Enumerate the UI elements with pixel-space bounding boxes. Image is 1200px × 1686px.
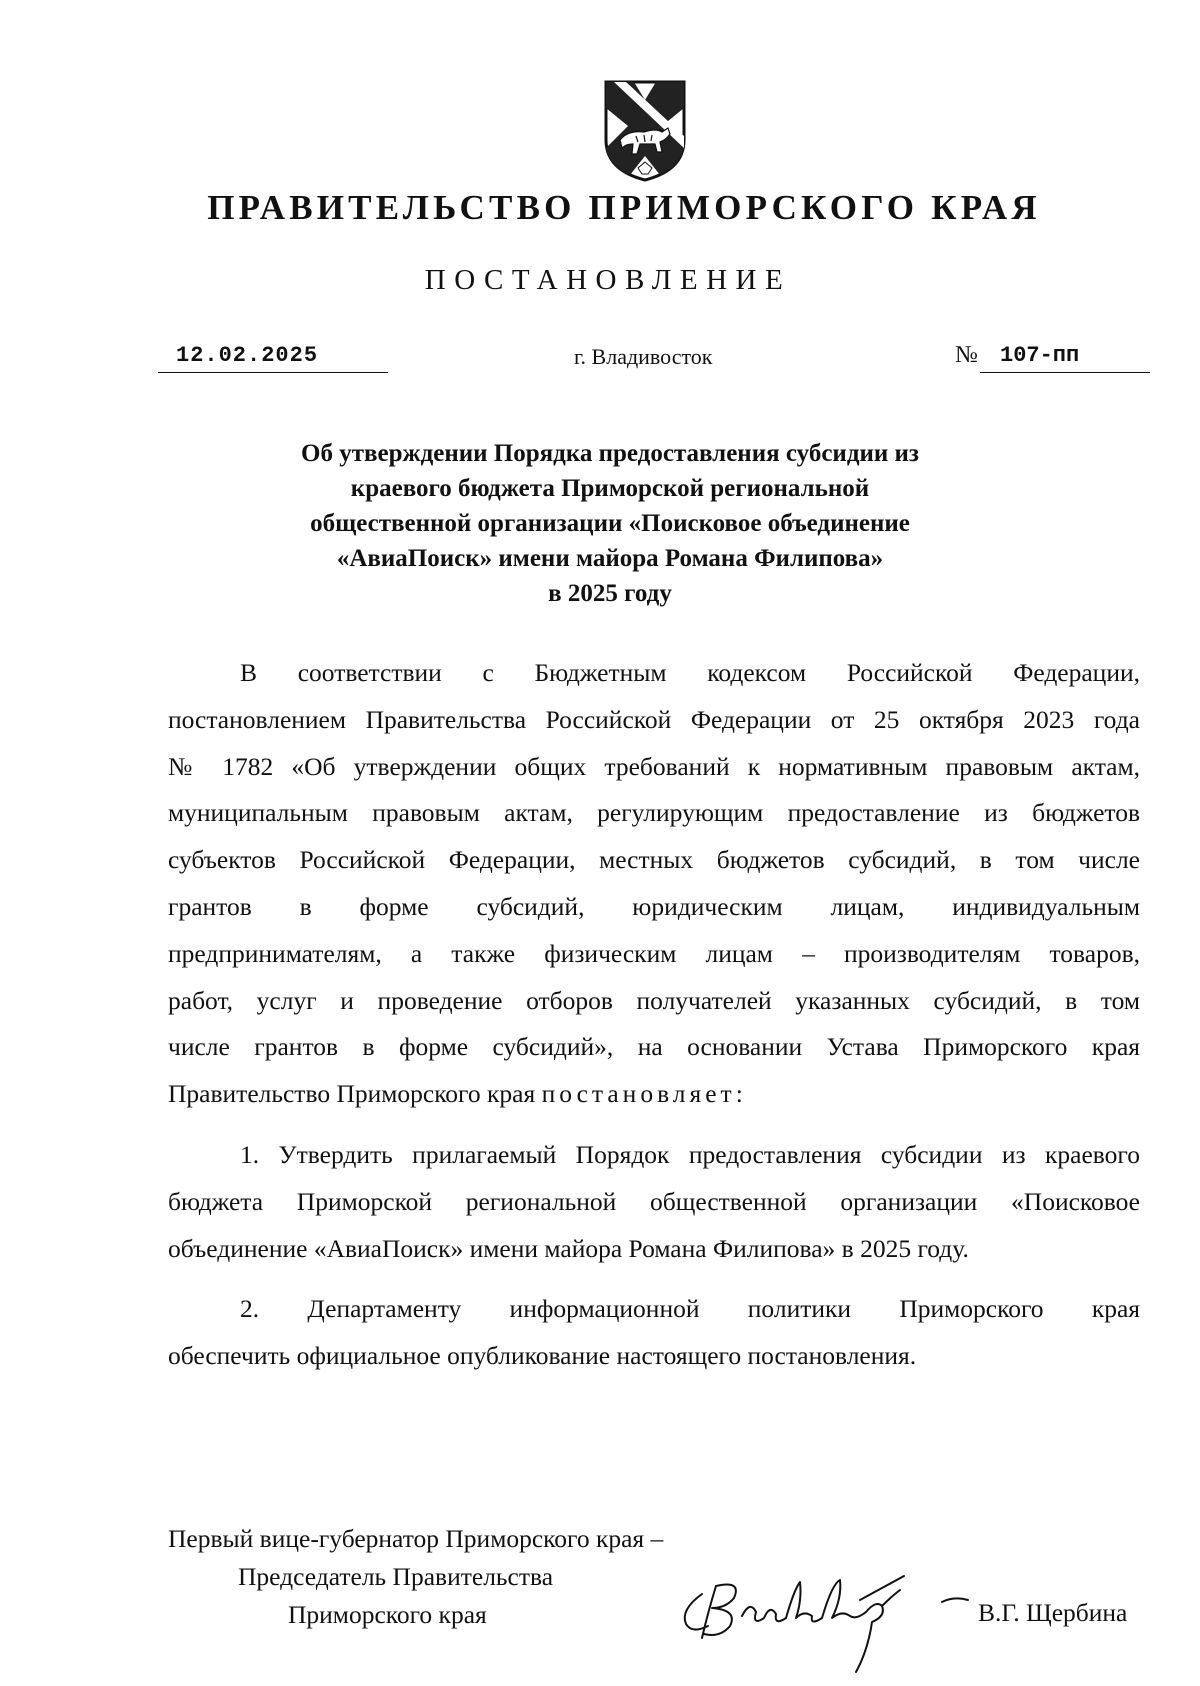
signatory-role-line: Приморского края — [288, 1600, 487, 1629]
date-underline — [158, 372, 388, 373]
government-title: ПРАВИТЕЛЬСТВО ПРИМОРСКОГО КРАЯ — [207, 188, 1041, 227]
body-line: бюджета Приморской региональной общественной организации «Поисковое — [168, 1186, 1140, 1216]
decree-verb: постановляет — [541, 1079, 736, 1109]
body-line: предпринимателям, а также физическим лицам – производителям товаров, — [168, 938, 1140, 968]
body-line — [168, 1071, 1140, 1118]
title-line: краевого бюджета Приморской региональной — [350, 475, 870, 502]
number-sign: № — [955, 342, 978, 368]
coat-of-arms-icon — [600, 78, 690, 184]
signatory-name: В.Г. Щербина — [978, 1598, 1128, 1627]
body-line: № 1782 «Об утверждении общих требований к нормативным правовым актам, — [168, 751, 1140, 781]
document-type: ПОСТАНОВЛЕНИЕ — [424, 264, 792, 296]
item-2-paragraph — [168, 1286, 1140, 1380]
signatory-role-line: Первый вице-губернатор Приморского края – — [168, 1524, 664, 1553]
signatory-role-line: Председатель Правительства — [238, 1562, 554, 1591]
body-line: постановлением Правительства Российской Федерации от 25 октября 2023 года — [168, 704, 1140, 734]
body-line: 1. Утвердить прилагаемый Порядок предоставления субсидии из краевого — [240, 1140, 1140, 1169]
title-line: «АвиаПоиск» имени майора Романа Филипова» — [336, 545, 884, 572]
document-date: 12.02.2025 — [176, 343, 319, 368]
document-title — [230, 436, 990, 611]
body-line: обеспечить официальное опубликование настоящего постановления. — [168, 1340, 917, 1370]
body-line: муниципальным правовым актам, регулирующим предоставление из бюджетов — [168, 798, 1140, 828]
handwritten-signature — [672, 1560, 972, 1680]
body-line: В соответствии с Бюджетным кодексом Российской Федерации, — [240, 658, 1140, 687]
decree-subject: Правительство Приморского края — [168, 1079, 542, 1109]
body-line: работ, услуг и проведение отборов получателей указанных субсидий, в том — [168, 985, 1140, 1015]
body-line: объединение «АвиаПоиск» имени майора Романа Филипова» в 2025 году. — [168, 1233, 969, 1263]
body-line: грантов в форме субсидий, юридическим лицам, индивидуальным — [168, 891, 1140, 921]
title-line: в 2025 году — [548, 580, 672, 607]
document-number: 107-пп — [1000, 343, 1080, 368]
body-line: числе грантов в форме субсидий», на основании Устава Приморского края — [168, 1032, 1140, 1062]
body-line: 2. Департаменту информационной политики Приморского края — [240, 1294, 1140, 1323]
title-line: общественной организации «Поисковое объединение — [310, 510, 910, 537]
number-underline — [980, 372, 1150, 373]
decree-colon: : — [735, 1079, 743, 1109]
item-1-paragraph — [168, 1132, 1140, 1272]
preamble-paragraph — [168, 650, 1140, 1118]
body-line: субъектов Российской Федерации, местных бюджетов субсидий, в том числе — [168, 845, 1140, 875]
document-city: г. Владивосток — [574, 344, 713, 369]
title-line: Об утверждении Порядка предоставления субсидии из — [301, 440, 919, 467]
